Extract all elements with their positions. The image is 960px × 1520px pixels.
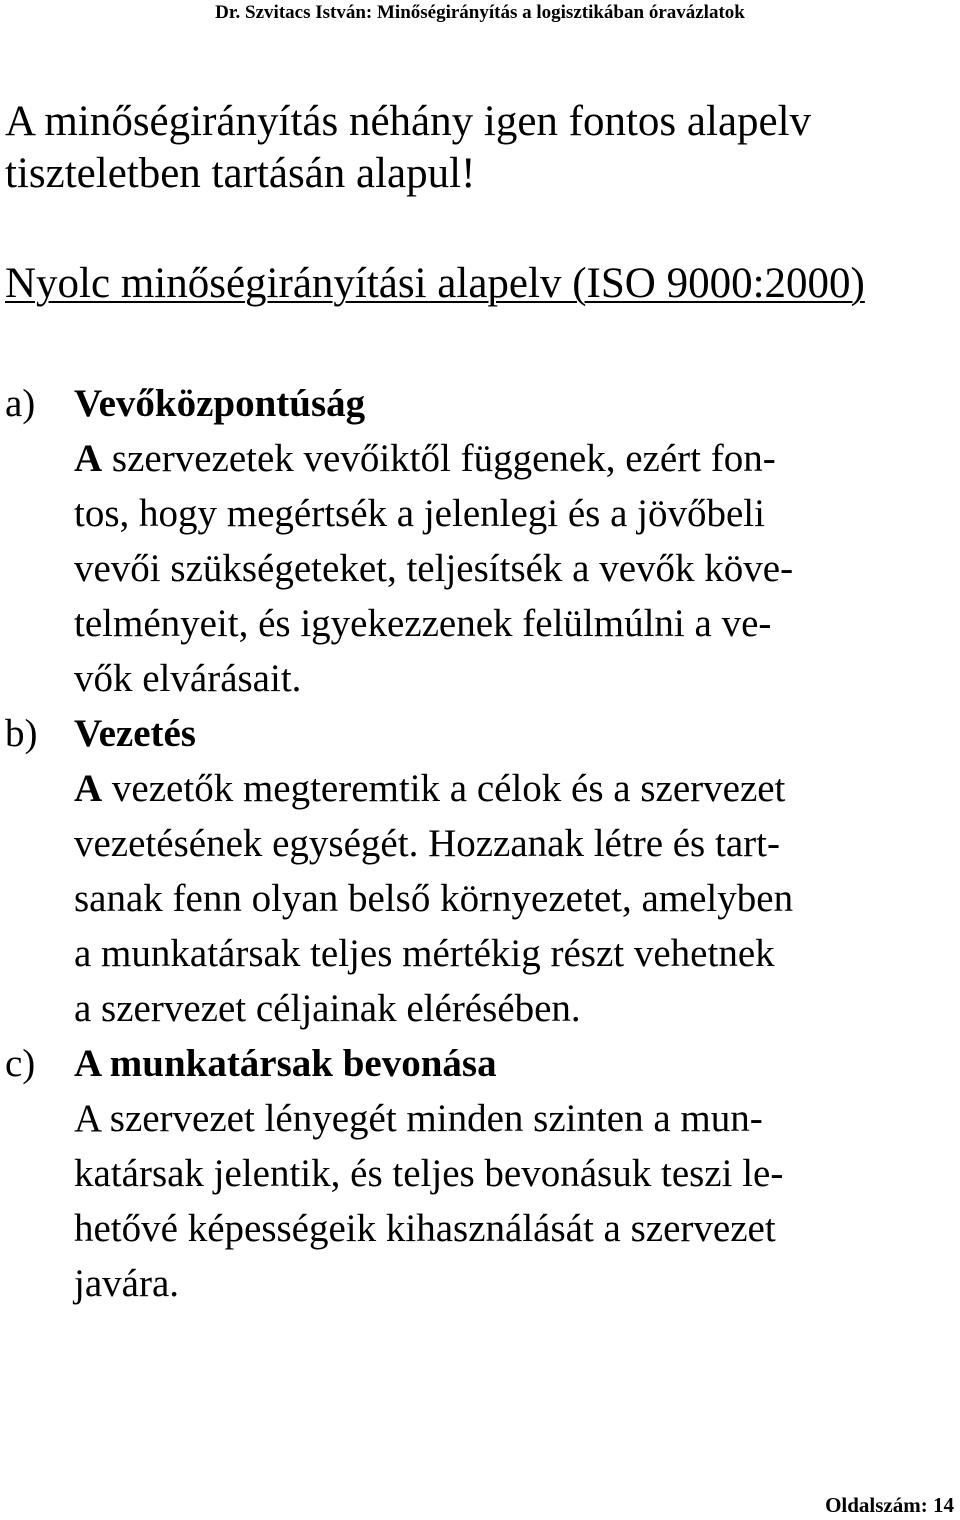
principle-line bbox=[74, 761, 950, 816]
intro-line: A minőségirányítás néhány igen fontos alapelv bbox=[5, 98, 812, 145]
list-marker: c) bbox=[5, 1042, 36, 1085]
principle-body bbox=[74, 376, 950, 706]
principle-line: tos, hogy megértsék a jelenlegi és a jövőbeli bbox=[74, 492, 765, 535]
list-marker: b) bbox=[5, 712, 38, 755]
principle-line: hetővé képességeik kihasználását a szervezet bbox=[74, 1207, 776, 1250]
principle-item-b bbox=[0, 706, 960, 1036]
principle-line: A szervezet lényegét minden szinten a mun- bbox=[74, 1097, 763, 1140]
principle-line-text: szervezetek vevőiktől függenek, ezért fon- bbox=[102, 437, 776, 480]
principle-item-a bbox=[0, 376, 960, 706]
principle-item-c bbox=[0, 1036, 960, 1311]
principle-body bbox=[74, 1036, 950, 1311]
principle-line: vezetésének egységét. Hozzanak létre és tart- bbox=[74, 822, 780, 865]
principle-title: Vezetés bbox=[74, 712, 196, 755]
principle-line: telményeit, és igyekezzenek felülmúlni a ve- bbox=[74, 602, 772, 645]
principle-line: javára. bbox=[74, 1262, 180, 1305]
principle-title: A munkatársak bevonása bbox=[74, 1042, 497, 1085]
principle-line bbox=[74, 431, 950, 486]
page-number: Oldalszám: 14 bbox=[825, 1493, 954, 1517]
section-subheading: Nyolc minőségirányítási alapelv (ISO 9000:2000) bbox=[5, 260, 865, 307]
principle-list bbox=[0, 376, 960, 1311]
principle-line: vők elvárásait. bbox=[74, 657, 302, 700]
principle-body bbox=[74, 706, 950, 1036]
intro-line: tiszteletben tartásán alapul! bbox=[5, 150, 476, 197]
principle-line: a munkatársak teljes mértékig részt vehetnek bbox=[74, 932, 775, 975]
intro-paragraph bbox=[5, 96, 945, 200]
principle-lead-word: A bbox=[74, 437, 103, 480]
principle-title: Vevőközpontúság bbox=[74, 382, 366, 425]
running-header: Dr. Szvitacs István: Minőségirányítás a logisztikában óravázlatok bbox=[215, 2, 745, 23]
principle-lead-word: A bbox=[74, 767, 103, 810]
list-marker: a) bbox=[5, 382, 36, 425]
principle-line: vevői szükségeteket, teljesítsék a vevők köve- bbox=[74, 547, 794, 590]
principle-line: sanak fenn olyan belső környezetet, amelyben bbox=[74, 877, 794, 920]
principle-line: katársak jelentik, és teljes bevonásuk teszi le- bbox=[74, 1152, 784, 1195]
principle-line: a szervezet céljainak elérésében. bbox=[74, 987, 581, 1030]
principle-line-text: vezetők megteremtik a célok és a szervezet bbox=[102, 767, 786, 810]
